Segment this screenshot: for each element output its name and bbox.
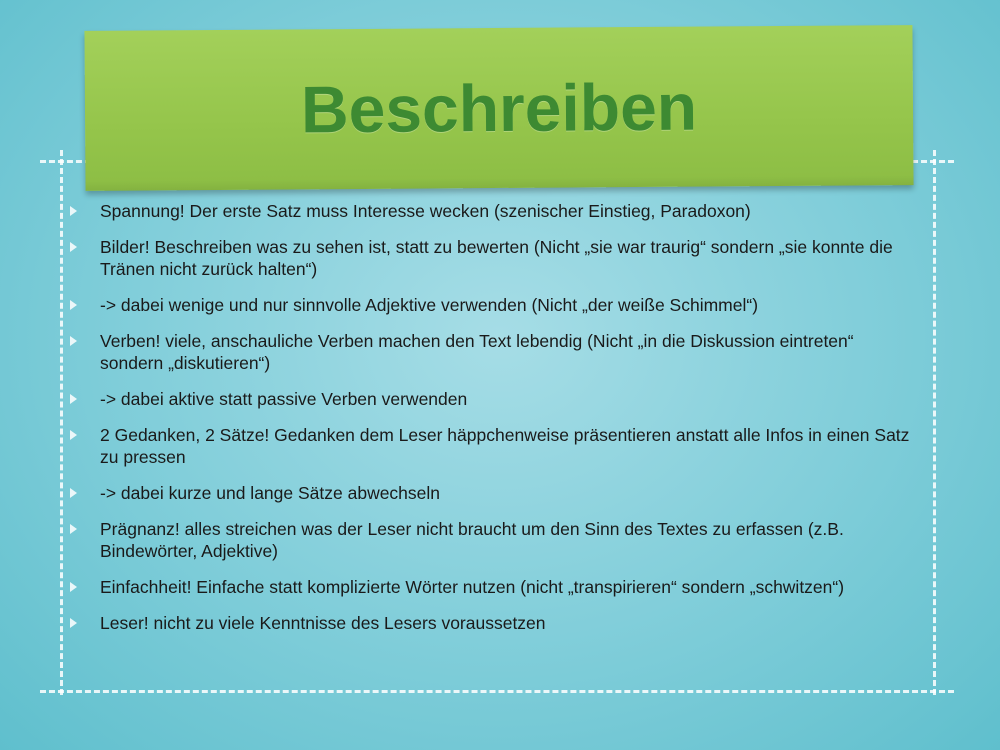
bullet-text: 2 Gedanken, 2 Sätze! Gedanken dem Leser häppchenweise präsentieren anstatt alle Infos in einen Satz zu pressen bbox=[100, 425, 910, 467]
bullet-text: -> dabei aktive statt passive Verben verwenden bbox=[100, 389, 468, 409]
triangle-arrow-icon bbox=[70, 488, 77, 498]
triangle-arrow-icon bbox=[70, 242, 77, 252]
triangle-arrow-icon bbox=[70, 430, 77, 440]
triangle-arrow-icon bbox=[70, 336, 77, 346]
triangle-arrow-icon bbox=[70, 618, 77, 628]
bullet-text: Verben! viele, anschauliche Verben machen den Text lebendig (Nicht „in die Diskussion eintreten“ sondern „diskutieren“) bbox=[100, 331, 854, 373]
bullet-text: -> dabei wenige und nur sinnvolle Adjektive verwenden (Nicht „der weiße Schimmel“) bbox=[100, 295, 759, 315]
bullet-item bbox=[70, 388, 920, 410]
slide-title: Beschreiben bbox=[300, 69, 698, 147]
title-banner bbox=[84, 25, 913, 191]
bullet-item bbox=[70, 236, 920, 280]
triangle-arrow-icon bbox=[70, 300, 77, 310]
bullet-text: Prägnanz! alles streichen was der Leser nicht braucht um den Sinn des Textes zu erfassen (z.B. Bindewörter, Adjektive) bbox=[100, 519, 844, 561]
triangle-arrow-icon bbox=[70, 524, 77, 534]
triangle-arrow-icon bbox=[70, 394, 77, 404]
bullet-item bbox=[70, 294, 920, 316]
bullet-text: Bilder! Beschreiben was zu sehen ist, statt zu bewerten (Nicht „sie war traurig“ sondern „sie konnte die Tränen nicht zurück halten“) bbox=[100, 237, 893, 279]
bullet-text: -> dabei kurze und lange Sätze abwechseln bbox=[100, 483, 441, 503]
bullet-item bbox=[70, 518, 920, 562]
frame-left-stitch bbox=[60, 150, 63, 695]
bullet-item bbox=[70, 200, 920, 222]
bullet-item bbox=[70, 330, 920, 374]
triangle-arrow-icon bbox=[70, 206, 77, 216]
bullet-text: Leser! nicht zu viele Kenntnisse des Lesers voraussetzen bbox=[100, 613, 546, 633]
bullet-item bbox=[70, 424, 920, 468]
triangle-arrow-icon bbox=[70, 582, 77, 592]
frame-bottom-stitch bbox=[40, 690, 954, 693]
bullet-item bbox=[70, 612, 920, 634]
bullet-text: Spannung! Der erste Satz muss Interesse wecken (szenischer Einstieg, Paradoxon) bbox=[100, 201, 751, 221]
frame-right-stitch bbox=[933, 150, 936, 695]
bullet-list bbox=[70, 200, 920, 648]
bullet-item bbox=[70, 576, 920, 598]
bullet-text: Einfachheit! Einfache statt komplizierte Wörter nutzen (nicht „transpirieren“ sondern „schwitzen“) bbox=[100, 577, 845, 597]
bullet-item bbox=[70, 482, 920, 504]
